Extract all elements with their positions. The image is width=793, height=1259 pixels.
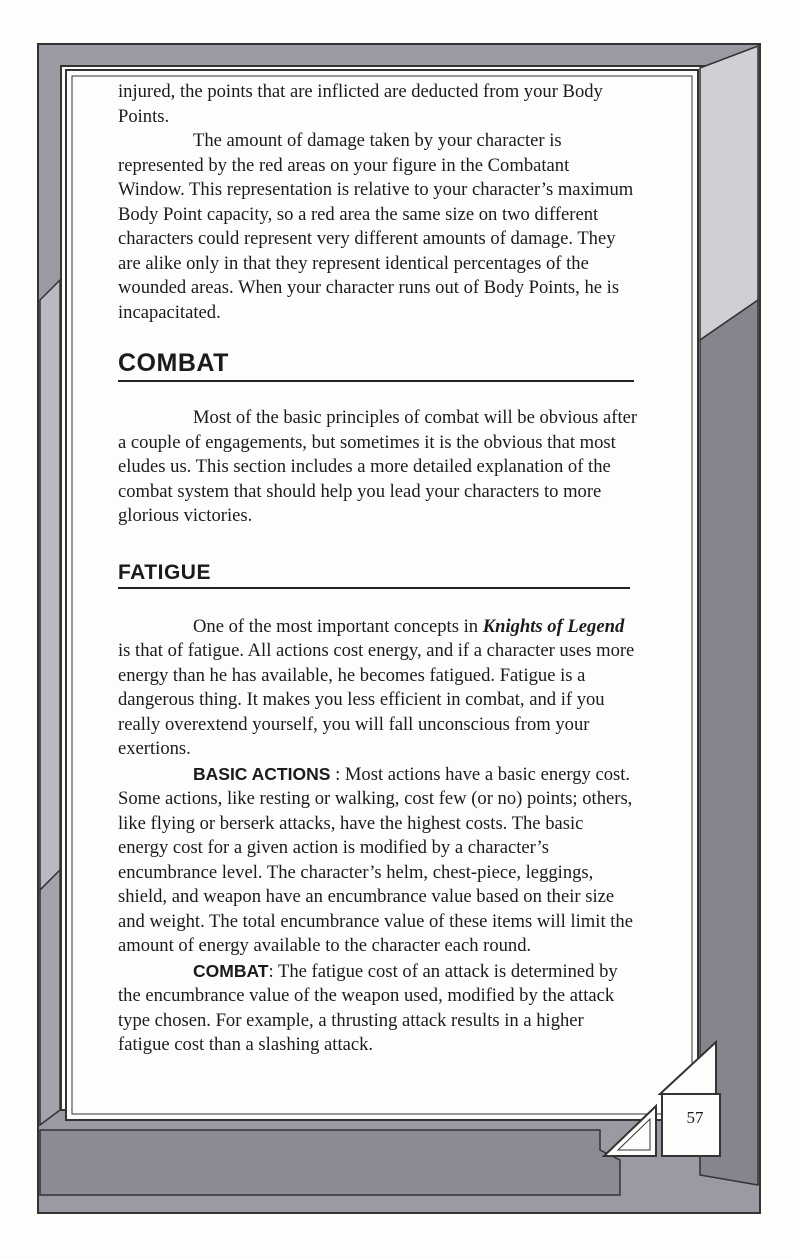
game-title: Knights of Legend [482, 615, 625, 637]
frame-bottom-band [40, 1130, 620, 1195]
frame-left-accent-top [40, 280, 60, 890]
page-number: 57 [686, 1108, 704, 1127]
fatigue-paragraph [118, 615, 638, 762]
combat-cost-paragraph [118, 959, 638, 1058]
fatigue-text-after: is that of fatigue. All actions cost energy, and if a character uses more energy than he has available, he becomes fatigued. Fatigue is a dangerous thing. It makes you less efficient in combat, and if you really overextend yourself, you will fall unconscious from your exertions. [118, 640, 635, 759]
frame-left-accent-bottom [40, 870, 60, 1125]
basic-actions-text: : Most actions have a basic energy cost. Some actions, like resting or walking, cost few (or no) points; others, like flying or berserk attacks, have the highest costs. The basic energy cost for a given action is modified by a character’s encumbrance level. The character’s helm, chest-piece, leggings, shield, and weapon have an encumbrance value based on their size and weight. The total encumbrance value of these items will limit the amount of energy available to the character each round. [118, 763, 633, 956]
intro-paragraph-1: injured, the points that are inflicted are deducted from your Body Points. [118, 81, 603, 127]
page-text [118, 80, 638, 1058]
basic-actions-label: BASIC ACTIONS [193, 763, 331, 784]
fatigue-text-before: One of the most important concepts in [193, 615, 483, 637]
intro-paragraph-2: The amount of damage taken by your character is represented by the red areas on your figure in the Combatant Window. This representation is relative to your character’s maximum Body Point capacity, so a red area the same size on two different characters could represent very different amounts of damage. They are alike only in that they represent identical percentages of the wounded areas. When your character runs out of Body Points, he is incapacitated. [118, 130, 634, 323]
combat-paragraph: Most of the basic principles of combat will be obvious after a couple of engagements, but sometimes it is the obvious that most eludes us. This section includes a more detailed explanation of the combat system that should help you lead your characters to more glorious victories. [118, 407, 638, 526]
combat-cost-label: COMBAT [193, 960, 269, 981]
combat-heading: COMBAT [118, 349, 634, 382]
basic-actions-paragraph [118, 762, 638, 959]
combat-cost-text: : The fatigue cost of an attack is determined by the encumbrance value of the weapon used, modified by the attack type chosen. For example, a thrusting attack results in a higher fatigue cost than a slashing attack. [118, 960, 618, 1055]
fatigue-heading: FATIGUE [118, 561, 630, 589]
frame-light-wing [700, 46, 758, 340]
